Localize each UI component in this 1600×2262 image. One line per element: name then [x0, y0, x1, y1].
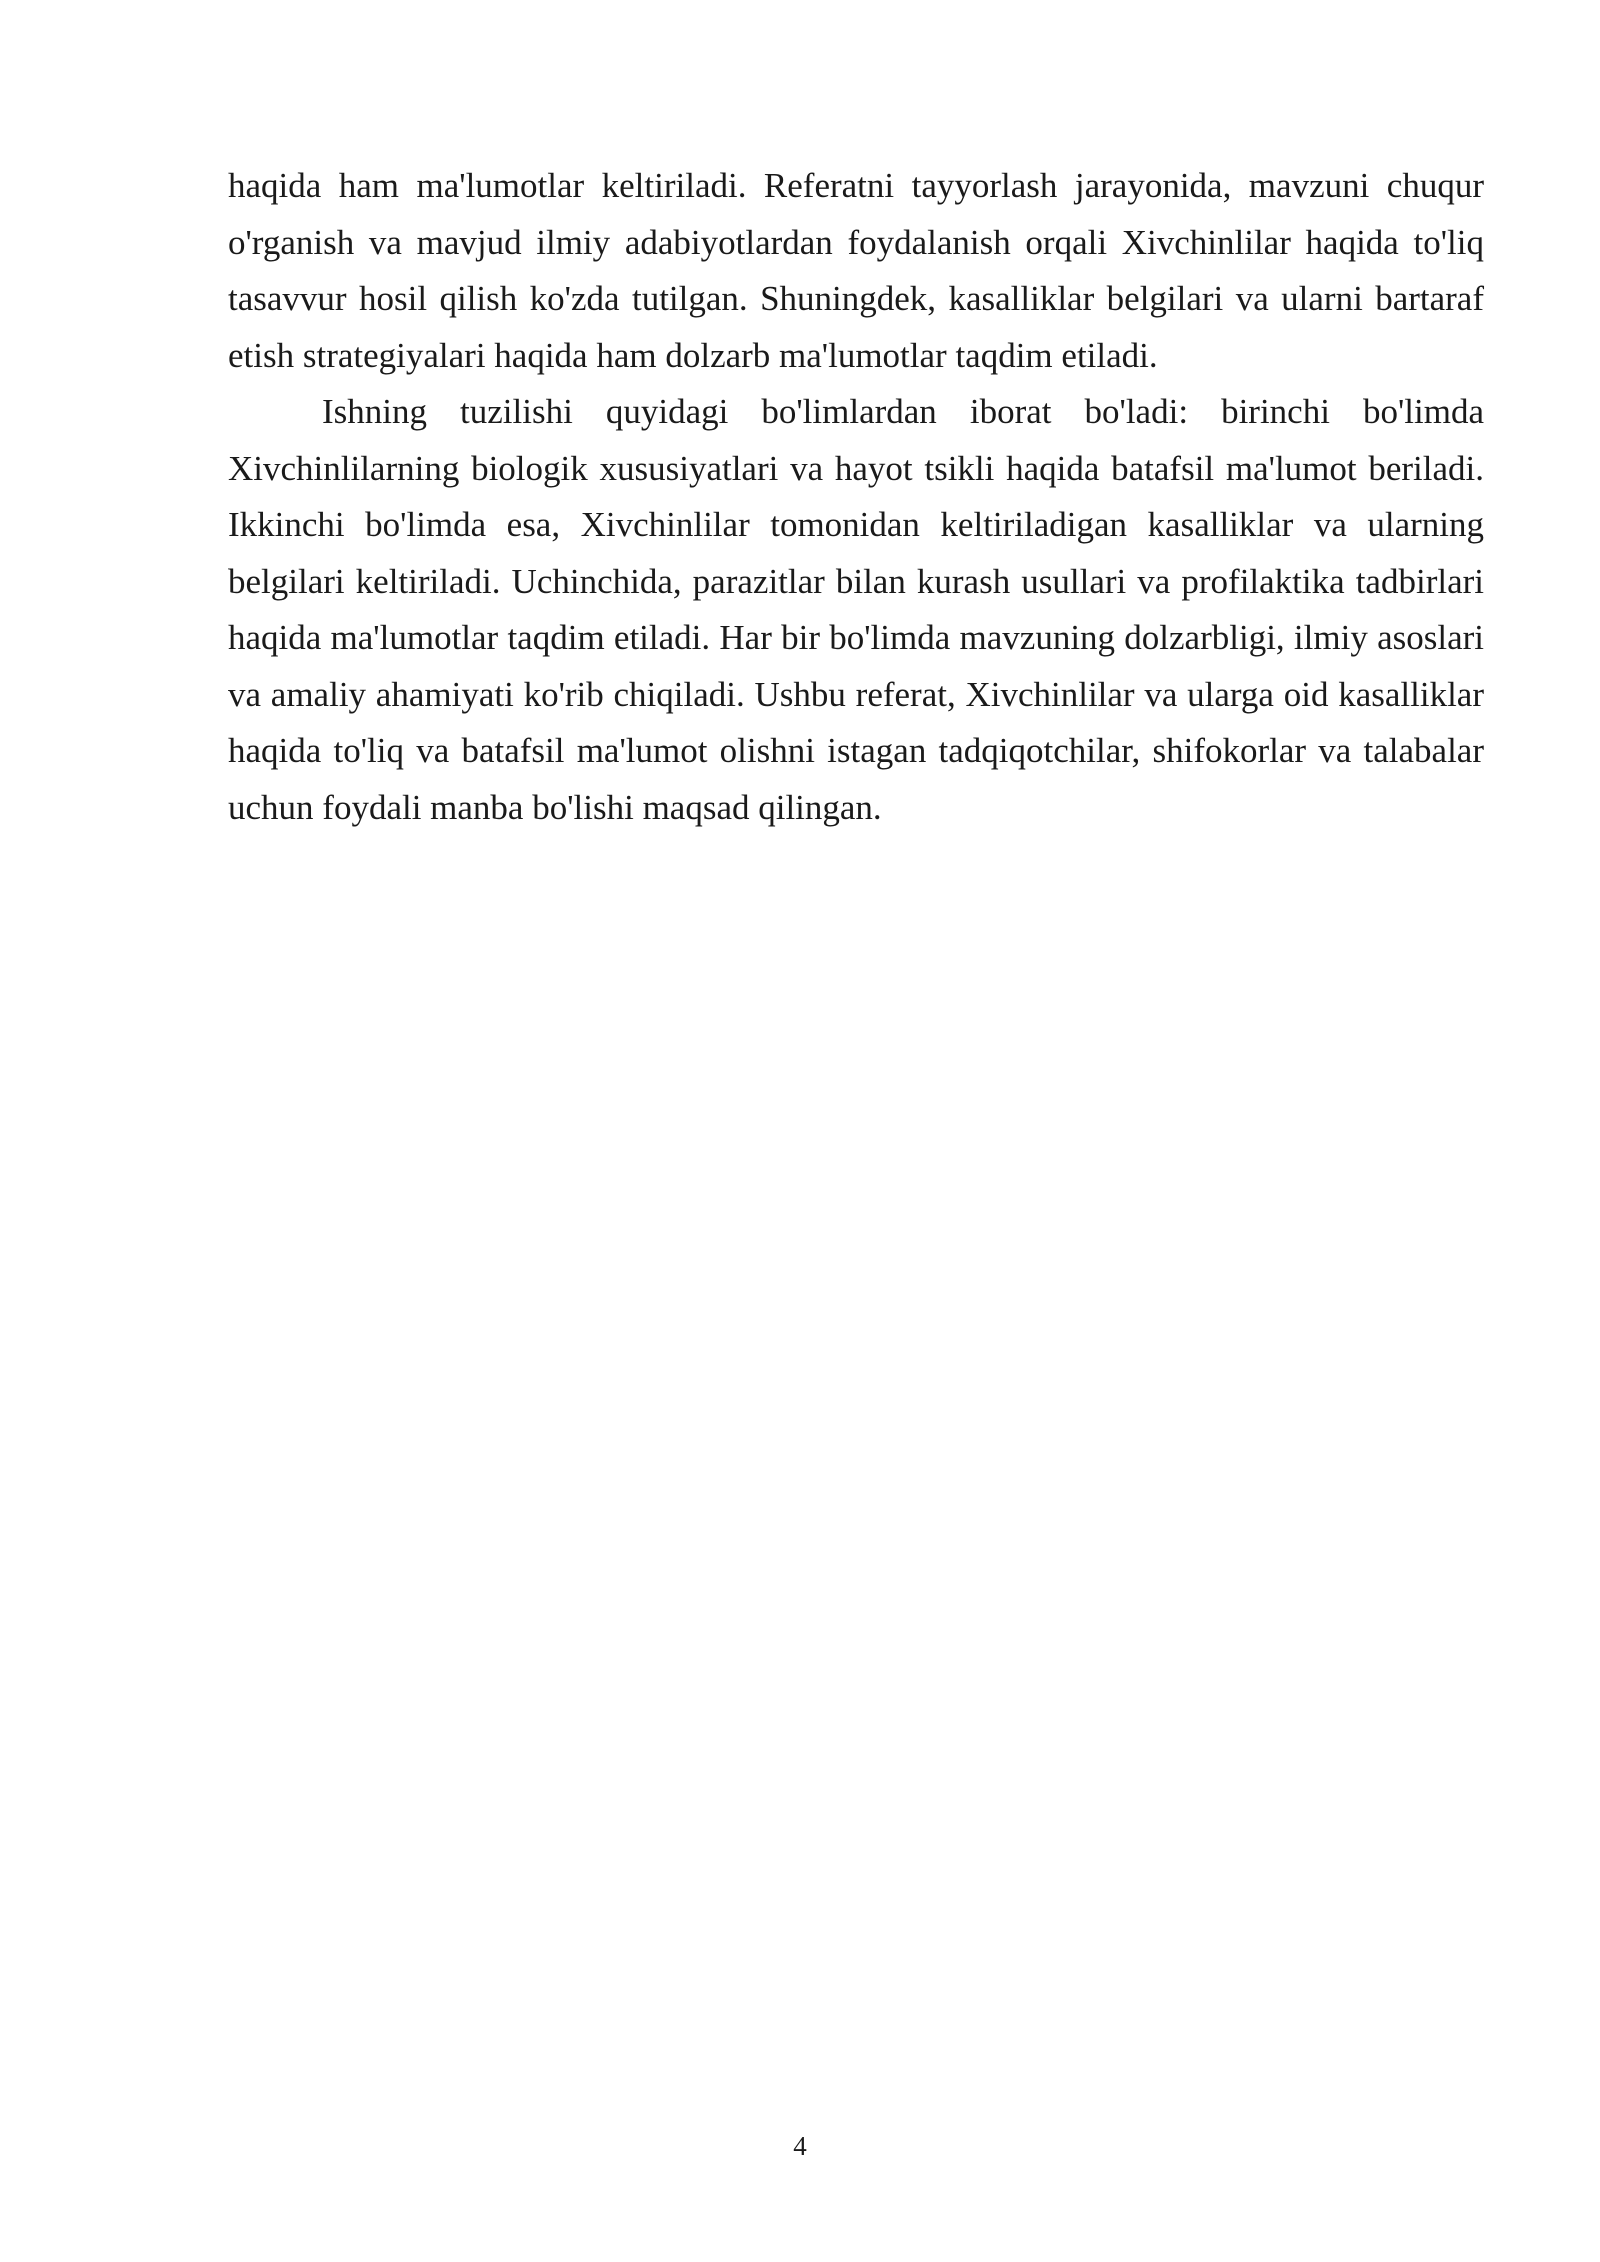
paragraph-structure: Ishning tuzilishi quyidagi bo'limlardan iborat bo'ladi: birinchi bo'limda Xivchinlilarning biologik xususiyatlari va hayot tsikli haqida batafsil ma'lumot beriladi. Ikkinchi bo'limda esa, Xivchinlilar tomonidan keltiriladigan kasalliklar va ularning belgilari keltiriladi. Uchinchida, parazitlar bilan kurash usullari va profilaktika tadbirlari haqida ma'lumotlar taqdim etiladi. Har bir bo'limda mavzuning dolzarbligi, ilmiy asoslari va amaliy ahamiyati ko'rib chiqiladi. Ushbu referat, Xivchinlilar va ularga oid kasalliklar haqida to'liq va batafsil ma'lumot olishni istagan tadqiqotchilar, shifokorlar va talabalar uchun foydali manba bo'lishi maqsad qilingan.	[228, 392, 1484, 827]
body-text	[228, 158, 1484, 836]
paragraph-continuation: haqida ham ma'lumotlar keltiriladi. Referatni tayyorlash jarayonida, mavzuni chuqur o'rganish va mavjud ilmiy adabiyotlardan foydalanish orqali Xivchinlilar haqida to'liq tasavvur hosil qilish ko'zda tutilgan. Shuningdek, kasalliklar belgilari va ularni bartaraf etish strategiyalari haqida ham dolzarb ma'lumotlar taqdim etiladi.	[228, 166, 1484, 375]
page-number: 4	[793, 2131, 807, 2161]
